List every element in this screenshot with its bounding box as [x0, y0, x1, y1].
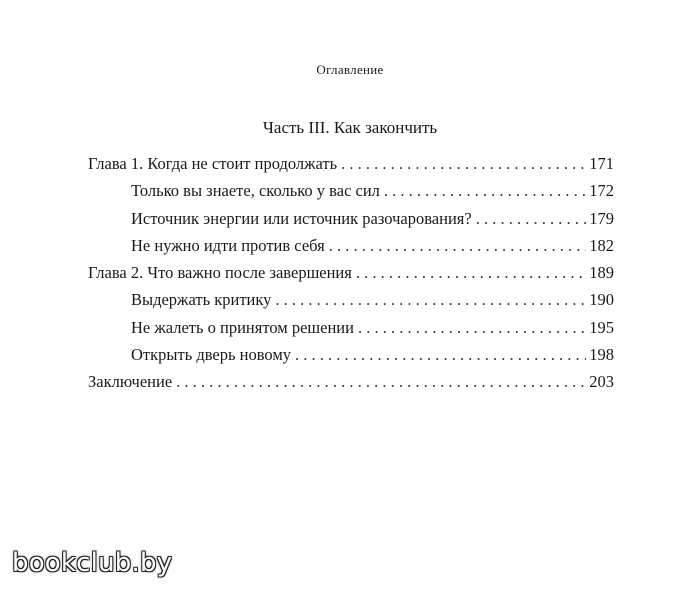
- toc-entry-section[interactable]: [88, 314, 614, 341]
- dot-leader: [356, 259, 586, 286]
- toc-entry-section[interactable]: [88, 177, 614, 204]
- dot-leader: [329, 232, 587, 259]
- dot-leader: [476, 205, 587, 232]
- dot-leader: [384, 177, 586, 204]
- toc-entry-title: Выдержать критику: [131, 290, 272, 310]
- dot-leader: [295, 341, 586, 368]
- toc-entry-chapter-2[interactable]: [88, 259, 614, 286]
- toc-entry-title: Глава 2. Что важно после завершения: [88, 263, 352, 283]
- toc-entry-title: Только вы знаете, сколько у вас сил: [131, 181, 380, 201]
- dot-leader: [275, 286, 586, 313]
- toc-entry-page: 189: [589, 263, 614, 283]
- dot-leader: [358, 314, 586, 341]
- toc-entry-title: Источник энергии или источник разочарования?: [131, 208, 472, 228]
- toc-entry-title: Заключение: [88, 372, 173, 392]
- toc-entry-page: 198: [589, 345, 614, 365]
- watermark: bookclub.by: [12, 548, 173, 578]
- toc-entry-chapter-1[interactable]: [88, 150, 614, 177]
- toc-entry-page: 190: [589, 290, 614, 310]
- toc-entry-page: 195: [589, 317, 614, 337]
- toc-entry-section[interactable]: [88, 205, 614, 232]
- running-head: Оглавление: [316, 62, 384, 77]
- toc-entry-title: Не жалеть о принятом решении: [131, 317, 354, 337]
- toc-entry-title: Открыть дверь новому: [131, 345, 292, 365]
- toc-entry-page: 203: [589, 372, 614, 392]
- table-of-contents: [88, 150, 614, 396]
- toc-entry-section[interactable]: [88, 232, 614, 259]
- part-title: Часть III. Как закончить: [262, 118, 438, 137]
- toc-entry-title: Глава 1. Когда не стоит продолжать: [88, 154, 338, 173]
- toc-entry-page: 182: [589, 235, 614, 255]
- toc-entry-title: Не нужно идти против себя: [131, 235, 325, 255]
- toc-entry-page: 171: [589, 154, 614, 173]
- dot-leader: [341, 150, 586, 177]
- toc-entry-conclusion[interactable]: [88, 368, 614, 395]
- toc-entry-page: 172: [589, 181, 614, 201]
- toc-entry-section[interactable]: [88, 286, 614, 313]
- toc-entry-section[interactable]: [88, 341, 614, 368]
- dot-leader: [176, 368, 586, 395]
- toc-entry-page: 179: [589, 208, 614, 228]
